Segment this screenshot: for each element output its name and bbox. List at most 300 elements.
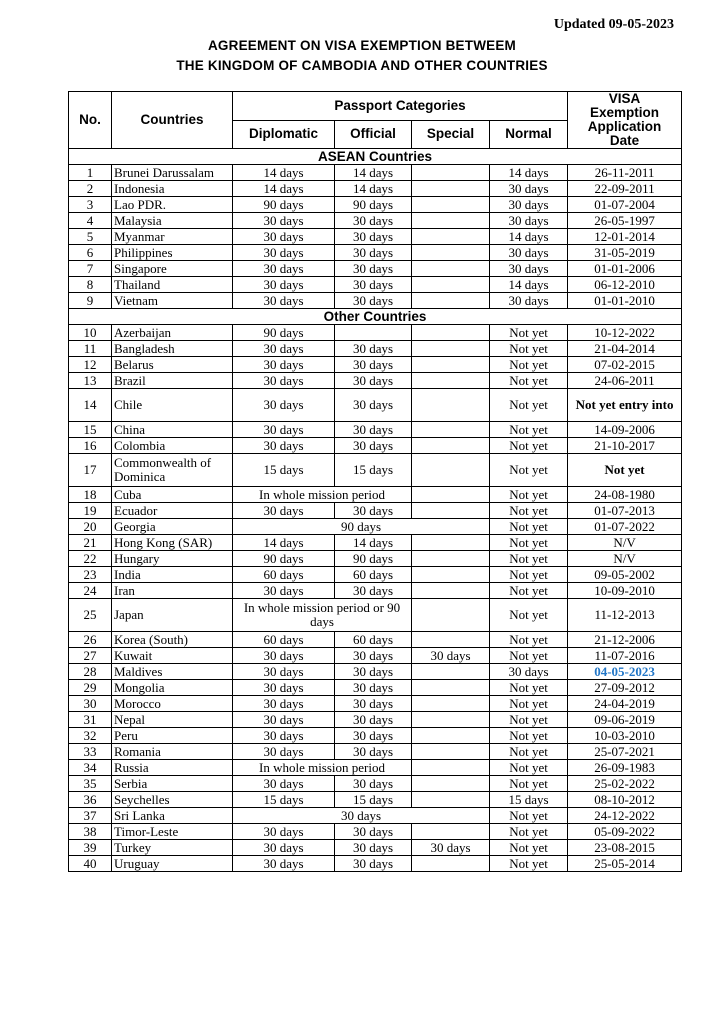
table-row: [69, 277, 682, 293]
normal-cell: 30 days: [490, 181, 568, 197]
header-visa-exemption-date: [568, 92, 682, 149]
section-title: ASEAN Countries: [69, 149, 682, 165]
official-cell: 30 days: [335, 357, 412, 373]
header-visa-line4: Date: [609, 133, 640, 148]
country-name: Hungary: [112, 551, 233, 567]
table-row: [69, 261, 682, 277]
diplomatic-cell: 14 days: [233, 535, 335, 551]
official-cell: 30 days: [335, 712, 412, 728]
row-number: 24: [69, 583, 112, 599]
country-name: Bangladesh: [112, 341, 233, 357]
table-row: [69, 840, 682, 856]
diplomatic-cell: 90 days: [233, 197, 335, 213]
country-name: Russia: [112, 760, 233, 776]
section-row: [69, 149, 682, 165]
table-row: [69, 197, 682, 213]
country-name: Nepal: [112, 712, 233, 728]
diplomatic-cell: 30 days: [233, 229, 335, 245]
country-name: Colombia: [112, 438, 233, 454]
normal-cell: Not yet: [490, 422, 568, 438]
row-number: 21: [69, 535, 112, 551]
row-number: 28: [69, 664, 112, 680]
application-date-cell: 01-07-2013: [568, 503, 682, 519]
application-date-cell: N/V: [568, 551, 682, 567]
official-cell: 30 days: [335, 213, 412, 229]
diplomatic-cell: 30 days: [233, 357, 335, 373]
row-number: 1: [69, 165, 112, 181]
normal-cell: Not yet: [490, 325, 568, 341]
application-date-cell: 06-12-2010: [568, 277, 682, 293]
special-cell: [412, 856, 490, 872]
special-cell: [412, 165, 490, 181]
diplomatic-cell: 30 days: [233, 744, 335, 760]
application-date-cell: 08-10-2012: [568, 792, 682, 808]
application-date-cell: Not yet: [568, 454, 682, 487]
official-cell: 30 days: [335, 824, 412, 840]
table-row: [69, 181, 682, 197]
row-number: 14: [69, 389, 112, 422]
table-row: [69, 503, 682, 519]
special-cell: [412, 535, 490, 551]
section-row: [69, 309, 682, 325]
visa-exemption-table: [68, 91, 682, 872]
special-cell: [412, 696, 490, 712]
header-no: No.: [69, 92, 112, 149]
application-date-cell: 26-09-1983: [568, 760, 682, 776]
country-name: Commonwealth of Dominica: [112, 454, 233, 487]
country-name: Georgia: [112, 519, 233, 535]
country-name: Brazil: [112, 373, 233, 389]
country-name: Turkey: [112, 840, 233, 856]
diplomatic-cell: 30 days: [233, 503, 335, 519]
row-number: 2: [69, 181, 112, 197]
normal-cell: Not yet: [490, 840, 568, 856]
official-cell: [335, 325, 412, 341]
table-row: [69, 583, 682, 599]
application-date-cell: 10-03-2010: [568, 728, 682, 744]
table-row: [69, 808, 682, 824]
official-cell: 90 days: [335, 197, 412, 213]
special-cell: [412, 632, 490, 648]
diplomatic-cell: 14 days: [233, 165, 335, 181]
application-date-cell: 04-05-2023: [568, 664, 682, 680]
official-cell: 30 days: [335, 840, 412, 856]
normal-cell: Not yet: [490, 696, 568, 712]
special-cell: [412, 760, 490, 776]
official-cell: 30 days: [335, 293, 412, 309]
row-number: 36: [69, 792, 112, 808]
country-name: Peru: [112, 728, 233, 744]
document-title-line2: THE KINGDOM OF CAMBODIA AND OTHER COUNTRIES: [176, 58, 548, 73]
official-cell: 14 days: [335, 165, 412, 181]
table-row: [69, 728, 682, 744]
section-title: Other Countries: [69, 309, 682, 325]
application-date-cell: 07-02-2015: [568, 357, 682, 373]
special-cell: [412, 599, 490, 632]
document-title-line1: AGREEMENT ON VISA EXEMPTION BETWEEM: [207, 38, 517, 53]
normal-cell: Not yet: [490, 389, 568, 422]
row-number: 6: [69, 245, 112, 261]
special-cell: [412, 341, 490, 357]
table-row: [69, 856, 682, 872]
official-cell: 30 days: [335, 680, 412, 696]
normal-cell: Not yet: [490, 744, 568, 760]
table-row: [69, 824, 682, 840]
country-name: Japan: [112, 599, 233, 632]
application-date-cell: 31-05-2019: [568, 245, 682, 261]
diplomatic-cell: 30 days: [233, 245, 335, 261]
normal-cell: 14 days: [490, 165, 568, 181]
special-cell: [412, 664, 490, 680]
row-number: 10: [69, 325, 112, 341]
table-row: [69, 341, 682, 357]
special-cell: [412, 680, 490, 696]
application-date-cell: 26-05-1997: [568, 213, 682, 229]
diplomatic-cell: 30 days: [233, 648, 335, 664]
row-number: 33: [69, 744, 112, 760]
normal-cell: Not yet: [490, 824, 568, 840]
table-row: [69, 487, 682, 503]
special-cell: [412, 567, 490, 583]
table-row: [69, 373, 682, 389]
row-number: 38: [69, 824, 112, 840]
country-name: Thailand: [112, 277, 233, 293]
country-name: Romania: [112, 744, 233, 760]
normal-cell: Not yet: [490, 648, 568, 664]
special-cell: [412, 277, 490, 293]
country-name: Cuba: [112, 487, 233, 503]
application-date-cell: 09-06-2019: [568, 712, 682, 728]
application-date-cell: 05-09-2022: [568, 824, 682, 840]
country-name: Seychelles: [112, 792, 233, 808]
normal-cell: Not yet: [490, 583, 568, 599]
application-date-cell: 10-12-2022: [568, 325, 682, 341]
special-cell: 30 days: [412, 840, 490, 856]
normal-cell: Not yet: [490, 712, 568, 728]
table-row: [69, 357, 682, 373]
row-number: 29: [69, 680, 112, 696]
special-cell: [412, 792, 490, 808]
table-row: [69, 245, 682, 261]
country-name: Maldives: [112, 664, 233, 680]
normal-cell: Not yet: [490, 728, 568, 744]
row-number: 16: [69, 438, 112, 454]
diplomatic-cell: 30 days: [233, 712, 335, 728]
special-cell: [412, 213, 490, 229]
header-diplomatic: Diplomatic: [233, 120, 335, 149]
country-name: Azerbaijan: [112, 325, 233, 341]
official-cell: 15 days: [335, 792, 412, 808]
diplomatic-cell: 30 days: [233, 389, 335, 422]
special-cell: [412, 357, 490, 373]
diplomatic-cell: 30 days: [233, 373, 335, 389]
special-cell: [412, 728, 490, 744]
country-name: Serbia: [112, 776, 233, 792]
special-cell: [412, 197, 490, 213]
row-number: 3: [69, 197, 112, 213]
application-date-cell: 21-12-2006: [568, 632, 682, 648]
table-body: [69, 149, 682, 872]
application-date-cell: Not yet entry into: [568, 389, 682, 422]
diplomatic-cell: 14 days: [233, 181, 335, 197]
official-cell: 15 days: [335, 454, 412, 487]
normal-cell: Not yet: [490, 535, 568, 551]
table-row: [69, 535, 682, 551]
country-name: Singapore: [112, 261, 233, 277]
diplomatic-cell: 30 days: [233, 213, 335, 229]
country-name: Iran: [112, 583, 233, 599]
header-countries: Countries: [112, 92, 233, 149]
row-number: 37: [69, 808, 112, 824]
country-name: Morocco: [112, 696, 233, 712]
official-cell: 30 days: [335, 696, 412, 712]
row-number: 20: [69, 519, 112, 535]
diplomatic-cell: 30 days: [233, 680, 335, 696]
header-official: Official: [335, 120, 412, 149]
diplomatic-cell: 30 days: [233, 728, 335, 744]
header-visa-line3: Application: [587, 119, 662, 134]
row-number: 34: [69, 760, 112, 776]
official-cell: 30 days: [335, 373, 412, 389]
mission-period-cell: In whole mission period or 90 days: [233, 599, 412, 632]
row-number: 22: [69, 551, 112, 567]
row-number: 32: [69, 728, 112, 744]
mission-period-cell: 90 days: [233, 519, 490, 535]
diplomatic-cell: 15 days: [233, 792, 335, 808]
application-date-cell: 01-07-2022: [568, 519, 682, 535]
diplomatic-cell: 90 days: [233, 325, 335, 341]
application-date-cell: 11-07-2016: [568, 648, 682, 664]
official-cell: 30 days: [335, 229, 412, 245]
normal-cell: 30 days: [490, 197, 568, 213]
application-date-cell: 14-09-2006: [568, 422, 682, 438]
diplomatic-cell: 30 days: [233, 261, 335, 277]
table-row: [69, 551, 682, 567]
official-cell: 30 days: [335, 422, 412, 438]
official-cell: 30 days: [335, 728, 412, 744]
row-number: 7: [69, 261, 112, 277]
special-cell: 30 days: [412, 648, 490, 664]
diplomatic-cell: 30 days: [233, 438, 335, 454]
special-cell: [412, 373, 490, 389]
normal-cell: Not yet: [490, 341, 568, 357]
application-date-cell: 01-07-2004: [568, 197, 682, 213]
table-row: [69, 776, 682, 792]
country-name: Korea (South): [112, 632, 233, 648]
application-date-cell: 10-09-2010: [568, 583, 682, 599]
table-row: [69, 599, 682, 632]
normal-cell: 15 days: [490, 792, 568, 808]
special-cell: [412, 229, 490, 245]
application-date-cell: 01-01-2006: [568, 261, 682, 277]
diplomatic-cell: 90 days: [233, 551, 335, 567]
country-name: Lao PDR.: [112, 197, 233, 213]
diplomatic-cell: 30 days: [233, 824, 335, 840]
row-number: 39: [69, 840, 112, 856]
official-cell: 30 days: [335, 583, 412, 599]
table-row: [69, 632, 682, 648]
row-number: 11: [69, 341, 112, 357]
application-date-cell: N/V: [568, 535, 682, 551]
official-cell: 30 days: [335, 776, 412, 792]
official-cell: 30 days: [335, 664, 412, 680]
application-date-cell: 24-06-2011: [568, 373, 682, 389]
country-name: Timor-Leste: [112, 824, 233, 840]
row-number: 4: [69, 213, 112, 229]
official-cell: 60 days: [335, 567, 412, 583]
normal-cell: Not yet: [490, 632, 568, 648]
diplomatic-cell: 30 days: [233, 422, 335, 438]
diplomatic-cell: 30 days: [233, 856, 335, 872]
country-name: Malaysia: [112, 213, 233, 229]
application-date-cell: 24-08-1980: [568, 487, 682, 503]
normal-cell: Not yet: [490, 599, 568, 632]
application-date-cell: 11-12-2013: [568, 599, 682, 632]
normal-cell: Not yet: [490, 567, 568, 583]
official-cell: 14 days: [335, 535, 412, 551]
diplomatic-cell: 30 days: [233, 776, 335, 792]
normal-cell: 30 days: [490, 293, 568, 309]
special-cell: [412, 325, 490, 341]
official-cell: 14 days: [335, 181, 412, 197]
row-number: 17: [69, 454, 112, 487]
row-number: 18: [69, 487, 112, 503]
country-name: Ecuador: [112, 503, 233, 519]
country-name: Kuwait: [112, 648, 233, 664]
special-cell: [412, 422, 490, 438]
table-row: [69, 648, 682, 664]
row-number: 27: [69, 648, 112, 664]
normal-cell: Not yet: [490, 808, 568, 824]
application-date-cell: 21-04-2014: [568, 341, 682, 357]
table-row: [69, 696, 682, 712]
country-name: Myanmar: [112, 229, 233, 245]
special-cell: [412, 438, 490, 454]
application-date-cell: 25-07-2021: [568, 744, 682, 760]
country-name: Uruguay: [112, 856, 233, 872]
row-number: 15: [69, 422, 112, 438]
country-name: Brunei Darussalam: [112, 165, 233, 181]
special-cell: [412, 261, 490, 277]
row-number: 19: [69, 503, 112, 519]
normal-cell: 30 days: [490, 261, 568, 277]
diplomatic-cell: 30 days: [233, 664, 335, 680]
special-cell: [412, 503, 490, 519]
diplomatic-cell: 30 days: [233, 341, 335, 357]
special-cell: [412, 293, 490, 309]
special-cell: [412, 487, 490, 503]
official-cell: 30 days: [335, 503, 412, 519]
normal-cell: Not yet: [490, 551, 568, 567]
normal-cell: Not yet: [490, 856, 568, 872]
row-number: 23: [69, 567, 112, 583]
special-cell: [412, 583, 490, 599]
special-cell: [412, 744, 490, 760]
table-row: [69, 680, 682, 696]
country-name: Sri Lanka: [112, 808, 233, 824]
table-row: [69, 744, 682, 760]
table-row: [69, 567, 682, 583]
header-visa-line2: Exemption: [590, 105, 660, 120]
table-row: [69, 792, 682, 808]
header-visa-line1: VISA: [608, 91, 641, 106]
diplomatic-cell: 60 days: [233, 567, 335, 583]
application-date-cell: 09-05-2002: [568, 567, 682, 583]
table-row: [69, 438, 682, 454]
table-row: [69, 712, 682, 728]
special-cell: [412, 551, 490, 567]
official-cell: 30 days: [335, 438, 412, 454]
diplomatic-cell: 30 days: [233, 840, 335, 856]
application-date-cell: 22-09-2011: [568, 181, 682, 197]
row-number: 26: [69, 632, 112, 648]
table-row: [69, 325, 682, 341]
row-number: 25: [69, 599, 112, 632]
row-number: 9: [69, 293, 112, 309]
special-cell: [412, 389, 490, 422]
normal-cell: 30 days: [490, 245, 568, 261]
row-number: 35: [69, 776, 112, 792]
official-cell: 90 days: [335, 551, 412, 567]
header-normal: Normal: [490, 120, 568, 149]
application-date-cell: 25-02-2022: [568, 776, 682, 792]
normal-cell: Not yet: [490, 760, 568, 776]
row-number: 12: [69, 357, 112, 373]
application-date-cell: 26-11-2011: [568, 165, 682, 181]
mission-period-cell: In whole mission period: [233, 487, 412, 503]
normal-cell: 14 days: [490, 277, 568, 293]
table-row: [69, 213, 682, 229]
application-date-cell: 27-09-2012: [568, 680, 682, 696]
normal-cell: Not yet: [490, 357, 568, 373]
normal-cell: 30 days: [490, 664, 568, 680]
normal-cell: Not yet: [490, 503, 568, 519]
special-cell: [412, 245, 490, 261]
application-date-cell: 25-05-2014: [568, 856, 682, 872]
table-row: [69, 664, 682, 680]
table-row: [69, 293, 682, 309]
row-number: 40: [69, 856, 112, 872]
special-cell: [412, 824, 490, 840]
normal-cell: 30 days: [490, 213, 568, 229]
diplomatic-cell: 30 days: [233, 696, 335, 712]
normal-cell: Not yet: [490, 454, 568, 487]
official-cell: 30 days: [335, 277, 412, 293]
country-name: Chile: [112, 389, 233, 422]
special-cell: [412, 776, 490, 792]
normal-cell: Not yet: [490, 776, 568, 792]
application-date-cell: 24-12-2022: [568, 808, 682, 824]
table-row: [69, 229, 682, 245]
table-row: [69, 454, 682, 487]
country-name: Vietnam: [112, 293, 233, 309]
row-number: 5: [69, 229, 112, 245]
normal-cell: Not yet: [490, 438, 568, 454]
updated-date: Updated 09-05-2023: [553, 17, 674, 32]
normal-cell: 14 days: [490, 229, 568, 245]
application-date-cell: 23-08-2015: [568, 840, 682, 856]
table-row: [69, 389, 682, 422]
normal-cell: Not yet: [490, 487, 568, 503]
official-cell: 30 days: [335, 856, 412, 872]
country-name: Belarus: [112, 357, 233, 373]
row-number: 30: [69, 696, 112, 712]
diplomatic-cell: 60 days: [233, 632, 335, 648]
table-row: [69, 165, 682, 181]
special-cell: [412, 181, 490, 197]
row-number: 31: [69, 712, 112, 728]
diplomatic-cell: 30 days: [233, 583, 335, 599]
